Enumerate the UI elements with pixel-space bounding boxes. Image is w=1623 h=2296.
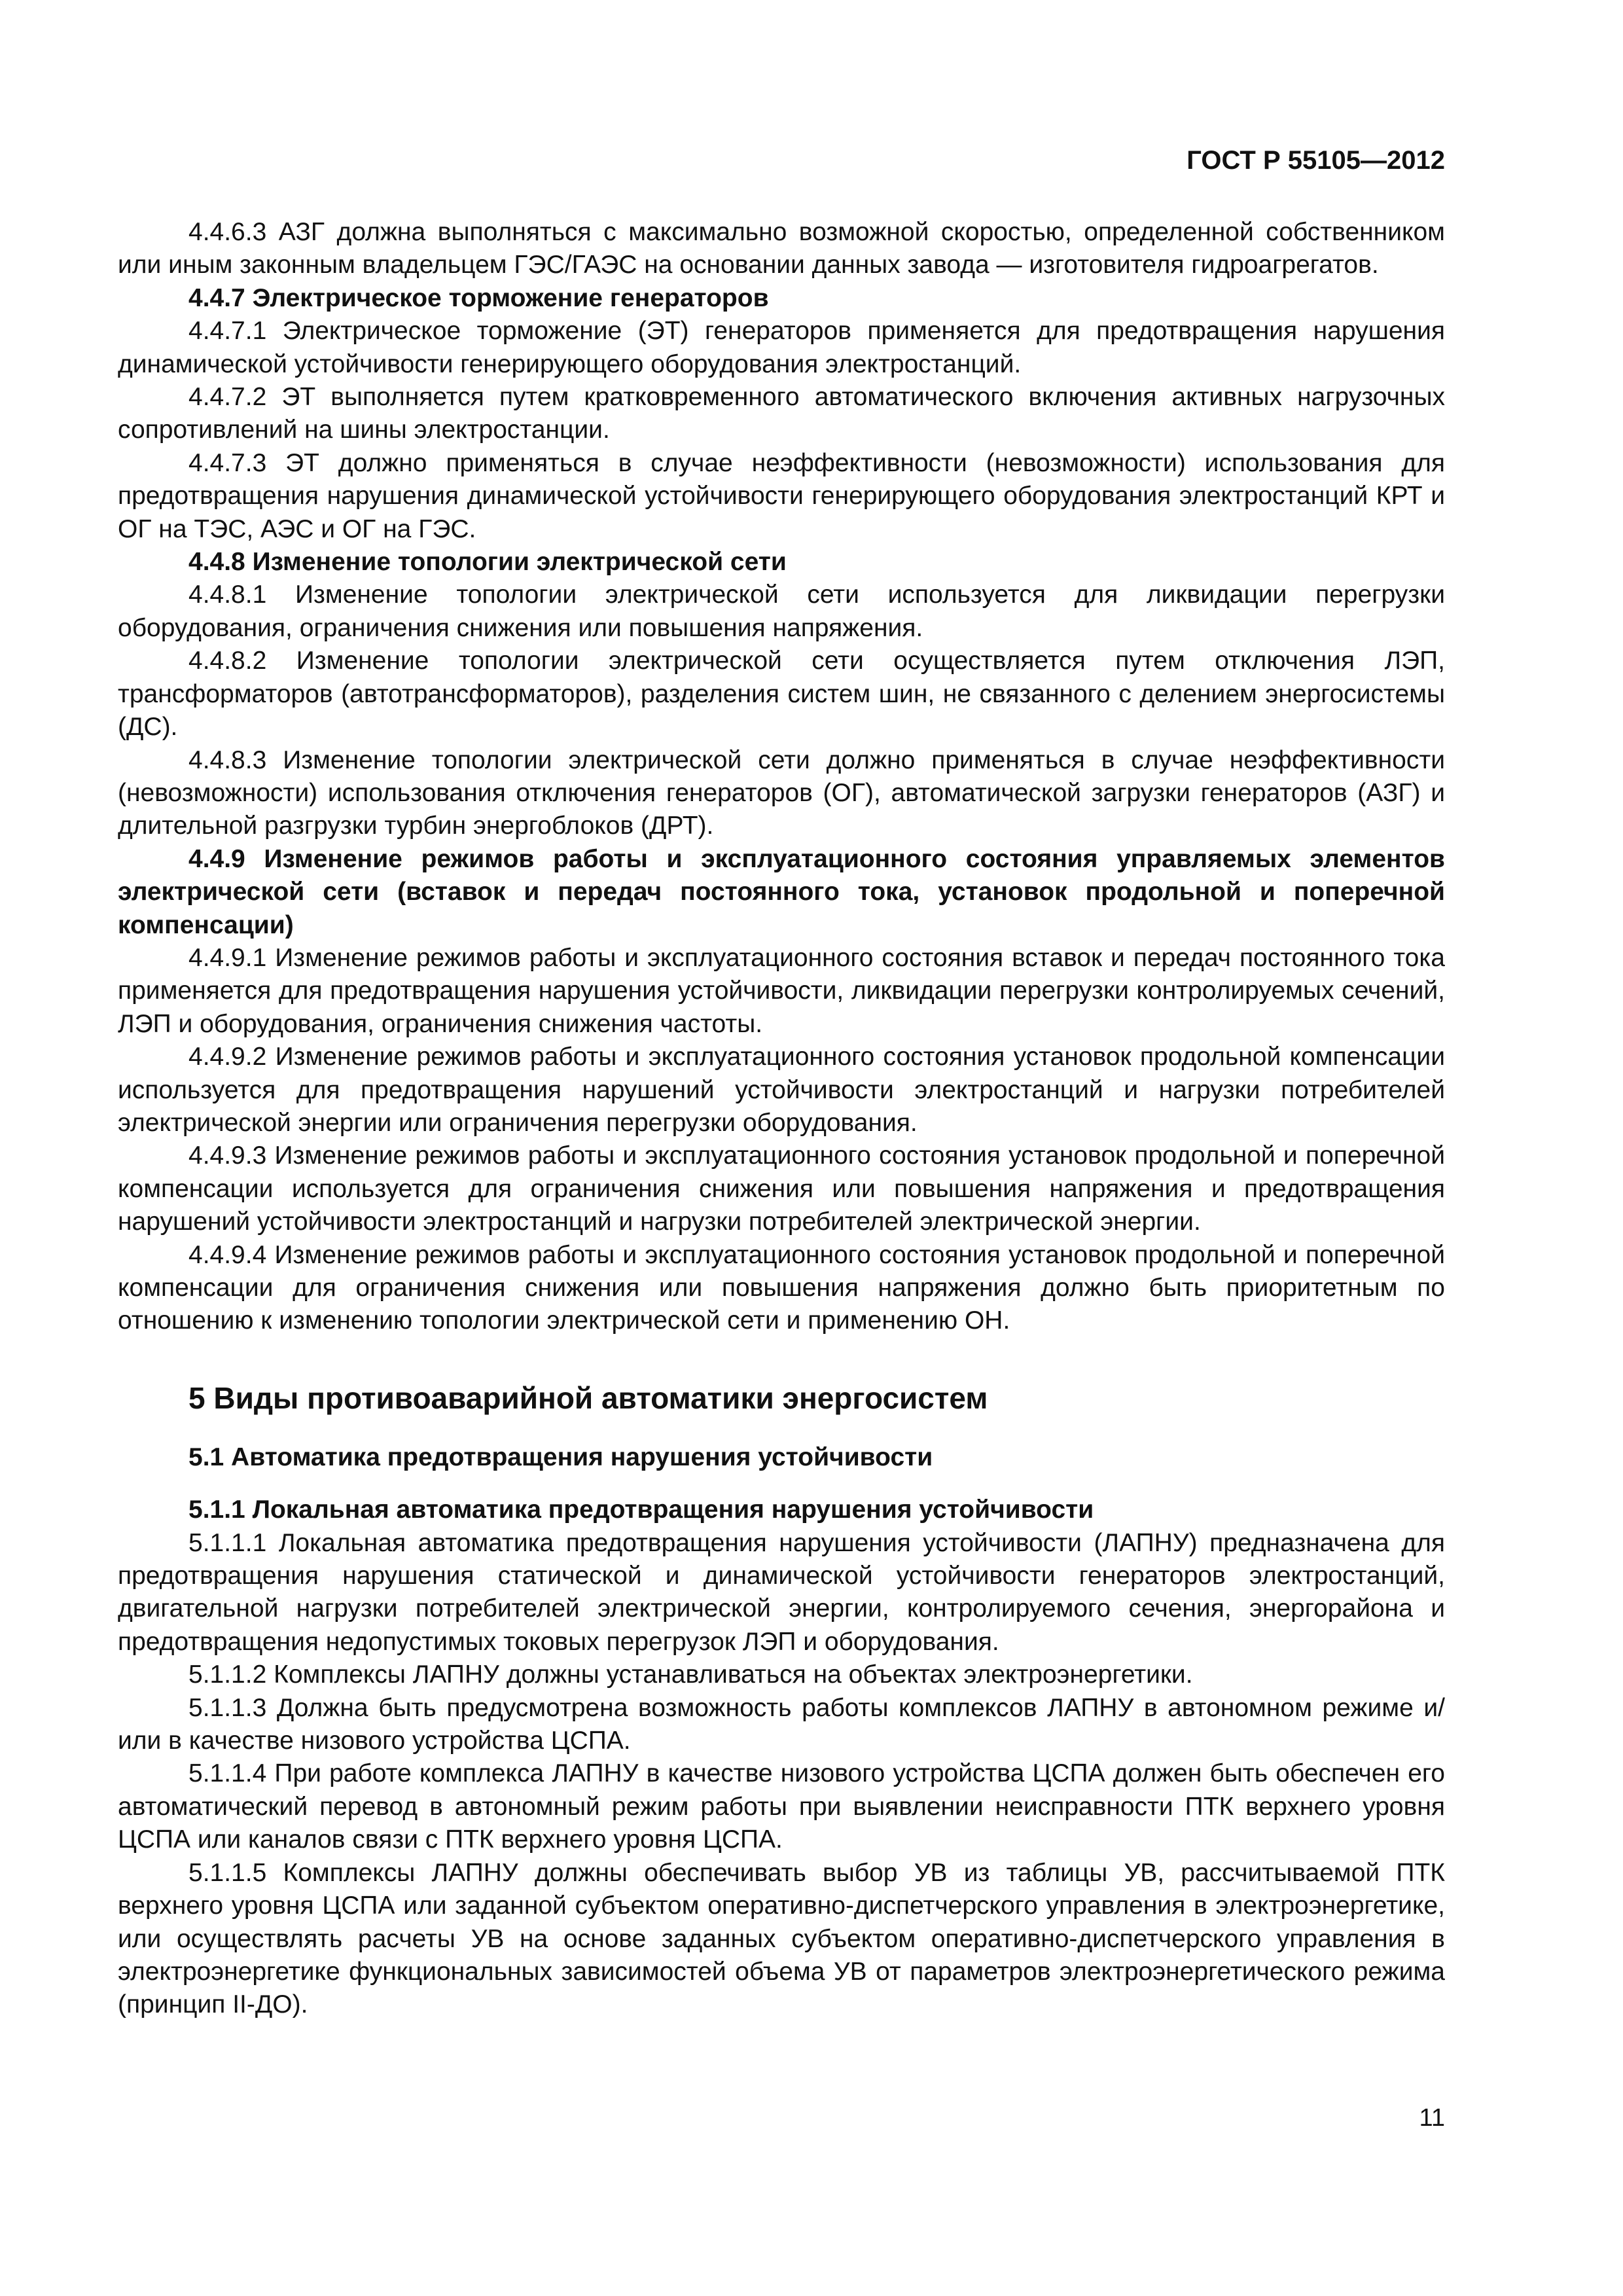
paragraph-4-4-9-4: 4.4.9.4 Изменение режимов работы и эксплуатационного состояния установок продольной и поперечной компенсации для ограничения снижения или повышения напряжения должно быть приоритетным по отношению к изменению топологии электрической сети и применению ОН. (118, 1240, 1445, 1335)
paragraph-4-4-9-2: 4.4.9.2 Изменение режимов работы и эксплуатационного состояния установок продольной компенсации используется для предотвращения нарушений устойчивости электростанций и нагрузки потребителей электрической энергии или ограничения перегрузки оборудования. (118, 1043, 1445, 1137)
section-heading-5-1: 5.1 Автоматика предотвращения нарушения устойчивости (188, 1443, 933, 1471)
document-header: ГОСТ Р 55105—2012 (1186, 146, 1445, 175)
paragraph-5-1-1-4: 5.1.1.4 При работе комплекса ЛАПНУ в качестве низового устройства ЦСПА должен быть обеспечен его автоматический перевод в автономный режим работы при выявлении неисправности ПТК верхнего уровня ЦСПА или каналов связи с ПТК верхнего уровня ЦСПА. (118, 1759, 1445, 1854)
paragraph-5-1-1-2: 5.1.1.2 Комплексы ЛАПНУ должны устанавливаться на объектах электроэнергетики. (188, 1660, 1193, 1689)
paragraph-5-1-1-1: 5.1.1.1 Локальная автоматика предотвращения нарушения устойчивости (ЛАПНУ) предназначена для предотвращения нарушения статической и динамической устойчивости генераторов электростанций, двигательной нагрузки потребителей электрической энергии, контролируемого сечения, энергорайона и предотвращения недопустимых токовых перегрузок ЛЭП и оборудования. (118, 1528, 1445, 1656)
paragraph-4-4-8-2: 4.4.8.2 Изменение топологии электрической сети осуществляется путем отключения ЛЭП, трансформаторов (автотрансформаторов), разделения систем шин, не связанного с делением энергосистемы (ДС). (118, 647, 1445, 742)
paragraph-5-1-1-5: 5.1.1.5 Комплексы ЛАПНУ должны обеспечивать выбор УВ из таблицы УВ, рассчитываемой ПТК верхнего уровня ЦСПА или заданной субъектом оперативно-диспетчерского управления в электроэнергетике, или осуществлять расчеты УВ на основе заданных субъектом оперативно-диспетчерского управления в электроэнергетике функциональных зависимостей объема УВ от параметров электроэнергетического режима (принцип II-ДО). (118, 1858, 1445, 2019)
section-heading-5-1-1: 5.1.1 Локальная автоматика предотвращения нарушения устойчивости (188, 1496, 1094, 1524)
paragraph-4-4-8-1: 4.4.8.1 Изменение топологии электрической сети используется для ликвидации перегрузки оборудования, ограничения снижения или повышения напряжения. (118, 581, 1445, 642)
section-heading-4-4-7: 4.4.7 Электрическое торможение генераторов (188, 283, 769, 312)
section-heading-4-4-9: 4.4.9 Изменение режимов работы и эксплуатационного состояния управляемых элементов электрической сети (вставок и передач постоянного тока, установок продольной и поперечной компенсации) (118, 844, 1445, 939)
paragraph-4-4-6-3: 4.4.6.3 АЗГ должна выполняться с максимально возможной скоростью, определенной собственником или иным законным владельцем ГЭС/ГАЭС на основании данных завода — изготовителя гидроагрегатов. (118, 218, 1445, 279)
section-heading-4-4-8: 4.4.8 Изменение топологии электрической сети (188, 548, 787, 577)
page-number: 11 (1419, 2104, 1445, 2132)
paragraph-5-1-1-3: 5.1.1.3 Должна быть предусмотрена возможность работы комплексов ЛАПНУ в автономном режиме и/или в качестве низового устройства ЦСПА. (118, 1693, 1445, 1755)
paragraph-4-4-7-1: 4.4.7.1 Электрическое торможение (ЭТ) генераторов применяется для предотвращения нарушения динамической устойчивости генерирующего оборудования электростанций. (118, 317, 1445, 378)
document-body (118, 216, 1445, 2022)
paragraph-4-4-8-3: 4.4.8.3 Изменение топологии электрической сети должно применяться в случае неэффективности (невозможности) использования отключения генераторов (ОГ), автоматической загрузки генераторов (АЗГ) и длительной разгрузки турбин энергоблоков (ДРТ). (118, 745, 1445, 840)
paragraph-4-4-7-2: 4.4.7.2 ЭТ выполняется путем кратковременного автоматического включения активных нагрузочных сопротивлений на шины электростанции. (118, 383, 1445, 444)
chapter-heading-5: 5 Виды противоаварийной автоматики энергосистем (188, 1380, 988, 1415)
paragraph-4-4-7-3: 4.4.7.3 ЭТ должно применяться в случае неэффективности (невозможности) использования для предотвращения нарушения динамической устойчивости генерирующего оборудования электростанций КРТ и ОГ на ТЭС, АЭС и ОГ на ГЭС. (118, 448, 1445, 543)
paragraph-4-4-9-3: 4.4.9.3 Изменение режимов работы и эксплуатационного состояния установок продольной и поперечной компенсации используется для ограничения снижения или повышения напряжения и предотвращения нарушений устойчивости электростанций и нагрузки потребителей электрической энергии. (118, 1141, 1445, 1236)
paragraph-4-4-9-1: 4.4.9.1 Изменение режимов работы и эксплуатационного состояния вставок и передач постоянного тока применяется для предотвращения нарушения устойчивости, ликвидации перегрузки контролируемых сечений, ЛЭП и оборудования, ограничения снижения частоты. (118, 943, 1445, 1038)
